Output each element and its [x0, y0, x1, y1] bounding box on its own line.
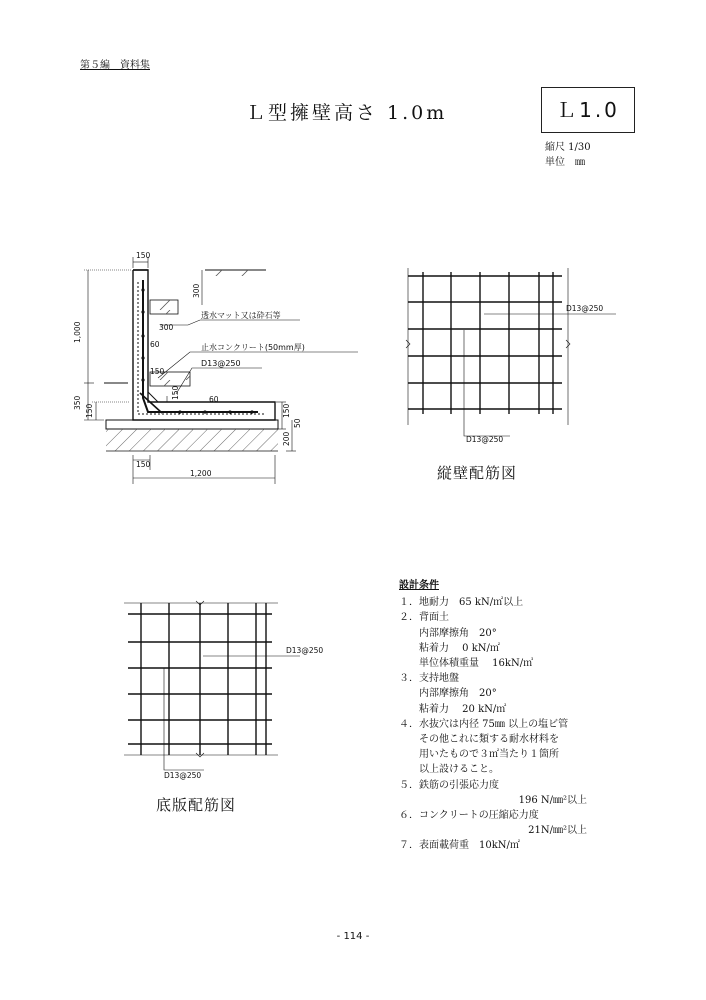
design-line: ７．表面載荷重 10kN/㎡ — [399, 840, 520, 852]
section-header: 第５編 資料集 — [80, 60, 150, 71]
base-rebar-caption: 底版配筋図 — [156, 796, 237, 814]
design-line: １．地耐力 65 kN/㎡以上 — [399, 597, 524, 609]
label-drain-mat: 透水マット又は砕石等 — [201, 311, 281, 320]
dim-bottom-1200: 1,200 — [190, 469, 212, 478]
design-line: 内部摩擦角 20° — [399, 688, 497, 700]
l-wall-section — [84, 257, 358, 484]
design-line: ６．コンクリートの圧縮応力度 — [399, 810, 539, 822]
design-line: ４．水抜穴は内径 75㎜ 以上の塩ビ管 — [399, 718, 569, 730]
dim-60b: 60 — [209, 395, 219, 404]
dim-left-150: 150 — [85, 403, 94, 418]
design-conditions — [399, 578, 587, 854]
dim-top-width: 150 — [136, 251, 151, 260]
drawing-code-box: Ｌ1.0 — [541, 87, 635, 133]
base-rebar-label-vertical: D13@250 — [164, 771, 202, 780]
design-conditions-heading: 設計条件 — [399, 580, 439, 591]
design-line: ２．背面土 — [399, 612, 449, 624]
dim-height-total: 1,000 — [73, 321, 82, 343]
wall-rebar-caption: 縦壁配筋図 — [437, 464, 518, 482]
design-line: 内部摩擦角 20° — [399, 627, 497, 639]
dim-right-150: 150 — [282, 403, 291, 418]
scale-label: 縮尺 1/30 — [545, 142, 591, 153]
page-number: - 114 - — [336, 931, 370, 942]
wall-rebar-label-horizontal: D13@250 — [566, 304, 604, 313]
foundation-hatch — [106, 429, 278, 451]
design-line: 以上設けること。 — [399, 764, 499, 776]
base-rebar-grid — [124, 601, 300, 770]
dim-embed: 350 — [73, 395, 82, 410]
leveling-concrete — [106, 420, 278, 429]
design-line: ５．鉄筋の引張応力度 — [399, 779, 499, 791]
section-callouts — [201, 310, 305, 368]
dim-right-50: 50 — [293, 418, 302, 428]
unit-label: 単位 ㎜ — [545, 157, 585, 168]
design-line: その他これに類する耐水材料を — [399, 734, 559, 746]
wall-rebar-label-vertical: D13@250 — [466, 435, 504, 444]
dim-60a: 60 — [150, 340, 160, 349]
dim-150b: 150 — [171, 385, 180, 400]
design-line: 単位体積重量 16kN/㎥ — [399, 658, 534, 670]
dim-bottom-150: 150 — [136, 460, 151, 469]
design-line: ３．支持地盤 — [399, 673, 459, 685]
wall-rebar-grid — [406, 268, 616, 436]
dim-300: 300 — [159, 323, 174, 332]
design-line-right: 21N/㎜²以上 — [528, 825, 587, 837]
design-line: 粘着力 20 kN/㎡ — [399, 703, 507, 715]
label-section-rebar: D13@250 — [201, 359, 241, 368]
dim-150a: 150 — [150, 367, 165, 376]
design-line-right: 196 N/㎜²以上 — [518, 794, 587, 806]
base-rebar-label-horizontal: D13@250 — [286, 646, 324, 655]
dim-right-200: 200 — [282, 431, 291, 446]
label-stop-concrete: 止水コンクリート(50mm厚) — [201, 343, 305, 352]
design-line: 粘着力 0 kN/㎡ — [399, 642, 500, 654]
dim-upper: 300 — [192, 283, 201, 298]
page-title: Ｌ型擁壁高さ 1.0m — [246, 102, 448, 124]
design-line: 用いたもので３㎡当たり１箇所 — [399, 749, 559, 761]
